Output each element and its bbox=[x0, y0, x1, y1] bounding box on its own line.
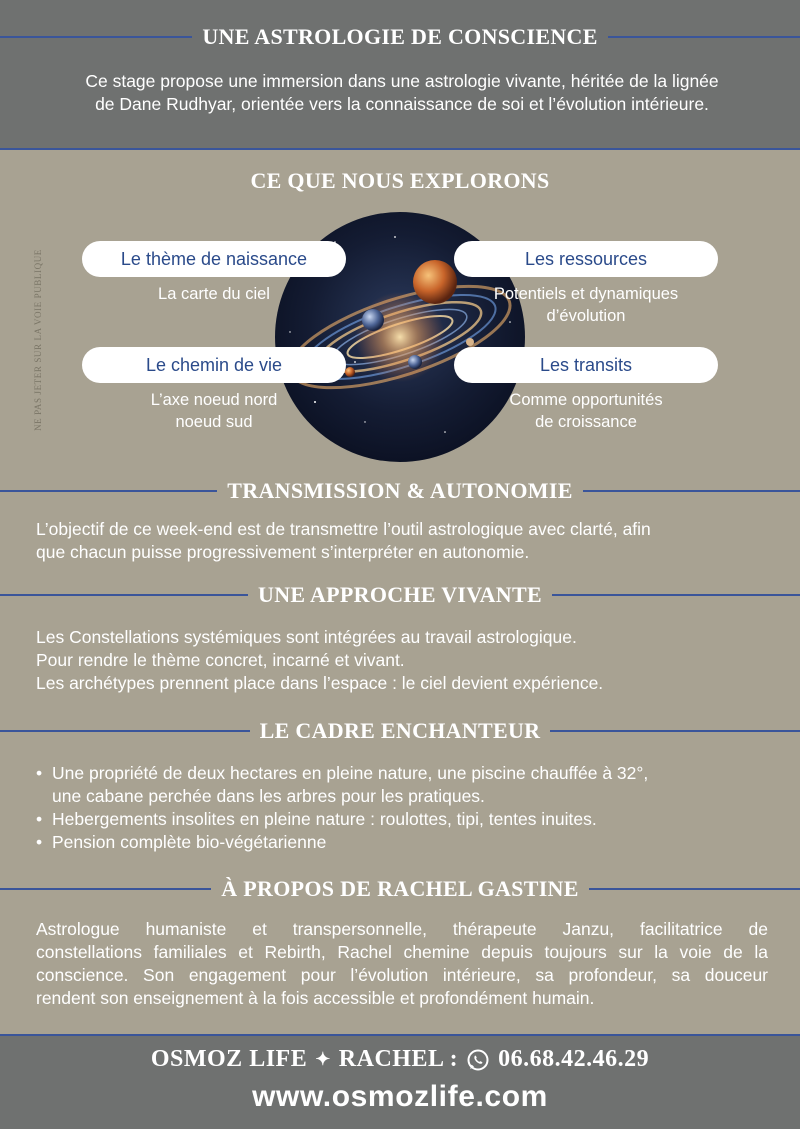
pill-theme-naissance: Le thème de naissance bbox=[82, 241, 346, 277]
propos-title: À PROPOS DE RACHEL GASTINE bbox=[0, 876, 800, 902]
title-rule-left bbox=[0, 36, 192, 38]
title-rule-right bbox=[583, 490, 800, 492]
intro-bottom-rule bbox=[0, 148, 800, 150]
title-rule-right bbox=[589, 888, 800, 890]
website-link[interactable]: www.osmozlife.com bbox=[252, 1080, 548, 1113]
transmission-text: L’objectif de ce week-end est de transmettre l’outil astrologique avec clarté, afin que chacun puisse progressivement s’interpréter en autonomie. bbox=[36, 519, 651, 562]
cadre-title: LE CADRE ENCHANTEUR bbox=[0, 718, 800, 744]
pill-sub-ressources: Potentiels et dynamiques d’évolution bbox=[493, 285, 679, 325]
title-rule-right bbox=[552, 594, 800, 596]
bullet-icon: • bbox=[36, 832, 43, 852]
pill-chemin-de-vie: Le chemin de vie bbox=[82, 347, 346, 383]
contact-name: RACHEL : bbox=[338, 1046, 459, 1072]
approche-title: UNE APPROCHE VIVANTE bbox=[0, 582, 800, 608]
pill-sub-transits: Comme opportunités de croissance bbox=[509, 391, 663, 431]
title-rule-left bbox=[0, 490, 217, 492]
bullet-icon: • bbox=[36, 809, 43, 829]
list-item: • Une propriété de deux hectares en pleine nature, une piscine chauffée à 32°, une cabane perchée dans les arbres pour les pratiques. bbox=[36, 763, 649, 806]
list-item: • Hebergements insolites en pleine nature : roulottes, tipi, tentes inuites. bbox=[36, 809, 597, 829]
phone-number: 06.68.42.46.29 bbox=[498, 1046, 650, 1072]
cadre-bullets bbox=[36, 762, 776, 854]
whatsapp-icon bbox=[466, 1048, 490, 1072]
propos-text: Astrologue humaniste et transpersonnelle, thérapeute Janzu, facilitatrice de constellations familiales et Rebirth, Rachel chemine depuis toujours sur la voie de la conscience. Son engagement pour l’évolution intérieure, sa profondeur, sa douceur rendent son enseignement à la fois accessible et profondément humain. bbox=[36, 919, 768, 1008]
explore-title: CE QUE NOUS EXPLORONS bbox=[250, 168, 550, 193]
side-note: NE PAS JETER SUR LA VOIE PUBLIQUE bbox=[33, 249, 43, 431]
pill-transits: Les transits bbox=[454, 347, 718, 383]
title-rule-right bbox=[608, 36, 800, 38]
pill-sub-chemin-de-vie: L’axe noeud nord noeud sud bbox=[150, 391, 278, 431]
title-rule-left bbox=[0, 888, 211, 890]
title-rule-left bbox=[0, 594, 248, 596]
title-rule-left bbox=[0, 730, 250, 732]
footer-contact bbox=[0, 1046, 800, 1073]
intro-text: Ce stage propose une immersion dans une astrologie vivante, héritée de la lignée de Dane Rudhyar, orientée vers la connaissance de soi et l’évolution intérieure. bbox=[85, 71, 719, 114]
list-item: • Pension complète bio-végétarienne bbox=[36, 832, 327, 852]
separator-star-icon: ✦ bbox=[315, 1049, 331, 1069]
intro-title: UNE ASTROLOGIE DE CONSCIENCE bbox=[0, 24, 800, 50]
approche-text: Les Constellations systémiques sont intégrées au travail astrologique. Pour rendre le thème concret, incarné et vivant. Les archétypes prennent place dans l’espace : le ciel devient expérience. bbox=[36, 627, 604, 693]
bullet-icon: • bbox=[36, 763, 43, 783]
pill-sub-theme-naissance: La carte du ciel bbox=[158, 285, 270, 303]
pill-ressources: Les ressources bbox=[454, 241, 718, 277]
title-rule-right bbox=[550, 730, 800, 732]
transmission-title: TRANSMISSION & AUTONOMIE bbox=[0, 478, 800, 504]
brand-name: OSMOZ LIFE bbox=[150, 1046, 308, 1072]
